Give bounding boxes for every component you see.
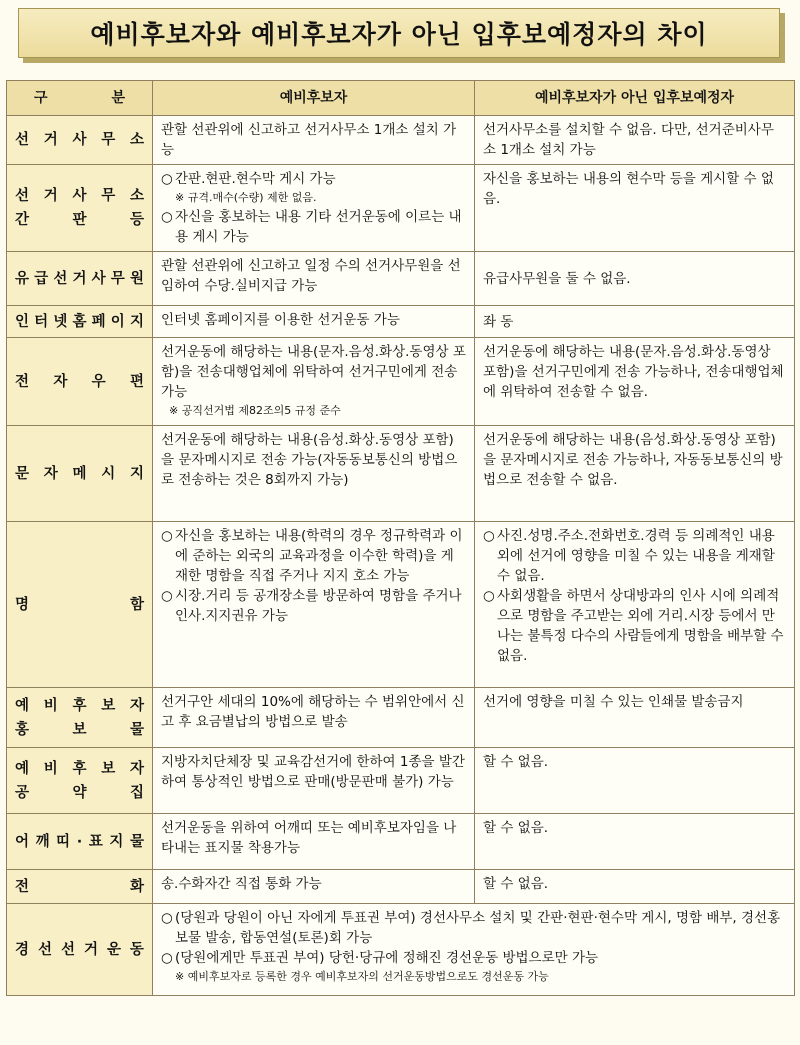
cell-text: 선거운동에 해당하는 내용(음성.화상.동영상 포함)을 문자메시지로 전송 가능(자동동보통신의 방법으로 전송하는 것은 8회까지 가능) bbox=[161, 432, 458, 488]
cell-text: 선거구안 세대의 10%에 해당하는 수 범위안에서 신고 후 요금별납의 방법으로 발송 bbox=[161, 694, 465, 730]
table-row-merged bbox=[7, 904, 795, 996]
category-char: 메 bbox=[72, 465, 87, 482]
bullet-item bbox=[161, 948, 786, 968]
row-candidate-cell bbox=[153, 814, 475, 870]
category-line bbox=[15, 938, 144, 962]
table-row bbox=[7, 870, 795, 904]
bullet-mark: ○ bbox=[161, 910, 173, 926]
bullet-text: 사진.성명.주소.전화번호.경력 등 의례적인 내용 외에 선거에 영향을 미칠 수 있는 내용을 게재할 수 없음. bbox=[497, 528, 775, 584]
category-char: 선 bbox=[15, 132, 30, 148]
bullet-item bbox=[161, 908, 786, 948]
bullet-text: 시장.거리 등 공개장소를 방문하여 명함을 주거나 인사.지지권유 가능 bbox=[175, 588, 462, 624]
category-char: 보 bbox=[101, 697, 116, 714]
bullet-mark: ○ bbox=[161, 209, 173, 225]
category-char: 지 bbox=[109, 833, 124, 850]
row-category bbox=[7, 306, 153, 338]
category-char: 급 bbox=[34, 270, 49, 287]
category-line bbox=[15, 370, 144, 394]
category-char: 집 bbox=[129, 784, 144, 801]
category-line bbox=[15, 718, 144, 742]
row-category bbox=[7, 116, 153, 165]
category-line bbox=[15, 694, 144, 718]
category-char: 지 bbox=[129, 465, 144, 482]
row-candidate-cell bbox=[153, 748, 475, 814]
table-row bbox=[7, 748, 795, 814]
row-candidate-cell bbox=[153, 165, 475, 252]
category-char: 편 bbox=[129, 373, 144, 390]
category-char: 비 bbox=[43, 760, 58, 777]
category-line bbox=[15, 208, 144, 232]
category-char: 경 bbox=[15, 941, 30, 958]
category-line bbox=[15, 128, 144, 152]
cell-text: 송.수화자간 직접 통화 가능 bbox=[161, 876, 322, 892]
category-char: 전 bbox=[15, 878, 30, 895]
cell-text: 지방자치단체장 및 교육감선거에 한하여 1종을 발간하여 통상적인 방법으로 판매(방문판매 불가) 가능 bbox=[161, 754, 465, 790]
category-char: 무 bbox=[101, 188, 116, 204]
title-banner bbox=[18, 8, 780, 58]
row-non-candidate-cell bbox=[475, 116, 795, 165]
cell-text: 유급사무원을 둘 수 없음. bbox=[483, 270, 631, 287]
row-non-candidate-cell bbox=[475, 252, 795, 306]
row-non-candidate-cell bbox=[475, 814, 795, 870]
row-category bbox=[7, 338, 153, 426]
row-non-candidate-cell bbox=[475, 870, 795, 904]
category-char: 거 bbox=[43, 132, 58, 148]
bullet-mark: ○ bbox=[161, 588, 173, 604]
category-char: 보 bbox=[101, 760, 116, 777]
category-char: 명 bbox=[15, 596, 30, 613]
bullet-item bbox=[161, 526, 466, 586]
comparison-table bbox=[6, 80, 795, 996]
bullet-item bbox=[161, 207, 466, 247]
cell-text: 인터넷 홈페이지를 이용한 선거운동 가능 bbox=[161, 312, 400, 328]
category-char: 거 bbox=[72, 270, 87, 287]
category-char: 어 bbox=[15, 833, 30, 850]
category-char: 시 bbox=[101, 465, 116, 482]
row-non-candidate-cell bbox=[475, 165, 795, 252]
category-line bbox=[15, 184, 144, 208]
category-char: 자 bbox=[129, 697, 144, 714]
category-char: 거 bbox=[43, 188, 58, 204]
category-char: 동 bbox=[129, 941, 144, 958]
page-title: 예비후보자와 예비후보자가 아닌 입후보예정자의 차이 bbox=[18, 8, 780, 58]
header-non-candidate: 예비후보자가 아닌 입후보예정자 bbox=[475, 81, 795, 116]
row-non-candidate-cell bbox=[475, 306, 795, 338]
row-category bbox=[7, 426, 153, 522]
row-non-candidate-cell bbox=[475, 338, 795, 426]
category-char: 운 bbox=[106, 941, 121, 958]
table-row bbox=[7, 252, 795, 306]
header-row bbox=[7, 81, 795, 116]
row-non-candidate-cell bbox=[475, 688, 795, 748]
category-line bbox=[15, 781, 144, 805]
category-char: 문 bbox=[15, 465, 30, 482]
category-char: 거 bbox=[83, 941, 98, 958]
category-char: 자 bbox=[129, 760, 144, 777]
category-line bbox=[15, 757, 144, 781]
table-body bbox=[7, 116, 795, 996]
bullet-text: 간판.현판.현수막 게시 가능 bbox=[175, 171, 336, 187]
category-char: 깨 bbox=[35, 833, 50, 850]
category-line bbox=[15, 267, 144, 291]
category-char: 약 bbox=[72, 784, 87, 801]
category-char: 홍 bbox=[15, 721, 30, 738]
row-candidate-cell bbox=[153, 252, 475, 306]
bullet-text: (당원에게만 투표권 부여) 당헌·당규에 정해진 경선운동 방법으로만 가능 bbox=[175, 950, 599, 966]
row-category bbox=[7, 814, 153, 870]
header-candidate: 예비후보자 bbox=[153, 81, 475, 116]
cell-text: 자신을 홍보하는 내용의 현수막 등을 게시할 수 없음. bbox=[483, 171, 774, 207]
row-category bbox=[7, 870, 153, 904]
cell-text: 할 수 없음. bbox=[483, 820, 549, 836]
bullet-text: 사회생활을 하면서 상대방과의 인사 시에 의례적으로 명함을 주고받는 외에 거리.시장 등에서 만나는 불특정 다수의 사람들에게 명함을 배부할 수 없음. bbox=[497, 588, 784, 664]
category-char: 소 bbox=[129, 188, 144, 204]
category-char: 넷 bbox=[53, 313, 68, 330]
row-non-candidate-cell bbox=[475, 426, 795, 522]
category-char: 이 bbox=[110, 313, 125, 330]
table-row bbox=[7, 116, 795, 165]
bullet-item bbox=[161, 169, 466, 189]
bullet-item bbox=[161, 586, 466, 626]
category-char: 선 bbox=[53, 270, 68, 287]
category-char: 유 bbox=[15, 270, 30, 287]
table-row bbox=[7, 688, 795, 748]
category-line bbox=[15, 830, 144, 854]
table-row bbox=[7, 814, 795, 870]
row-candidate-cell bbox=[153, 688, 475, 748]
row-category bbox=[7, 165, 153, 252]
category-char: 자 bbox=[43, 465, 58, 482]
category-char: 후 bbox=[72, 697, 87, 714]
cell-text: 선거사무소를 설치할 수 없음. 다만, 선거준비사무소 1개소 설치 가능 bbox=[483, 122, 774, 158]
cell-text: 할 수 없음. bbox=[483, 876, 549, 892]
cell-text: 좌 동 bbox=[483, 313, 514, 330]
header-category-char: 구 bbox=[34, 90, 48, 106]
category-line bbox=[15, 462, 144, 486]
cell-text: 선거운동에 해당하는 내용(음성.화상.동영상 포함)을 문자메시지로 전송 가능하나, 자동동보통신의 방법으로 전송할 수 없음. bbox=[483, 432, 783, 488]
category-char: 표 bbox=[88, 833, 103, 850]
row-category bbox=[7, 688, 153, 748]
category-char: 사 bbox=[91, 270, 106, 287]
table-row bbox=[7, 522, 795, 688]
row-category bbox=[7, 904, 153, 996]
category-char: 우 bbox=[91, 373, 106, 390]
category-char: 전 bbox=[15, 373, 30, 390]
merged-content-cell bbox=[153, 904, 795, 996]
cell-text: 관할 선관위에 신고하고 선거사무소 1개소 설치 가능 bbox=[161, 122, 457, 158]
category-char: 화 bbox=[129, 878, 144, 895]
category-char: 자 bbox=[53, 373, 68, 390]
cell-text: 선거에 영향을 미칠 수 있는 인쇄물 발송금지 bbox=[483, 694, 744, 710]
header-category bbox=[7, 81, 153, 116]
category-char: 보 bbox=[72, 721, 87, 738]
category-char: · bbox=[76, 833, 83, 850]
category-char: 지 bbox=[129, 313, 144, 330]
header-category-char: 분 bbox=[111, 90, 125, 106]
category-char: 소 bbox=[129, 132, 144, 148]
bullet-item bbox=[483, 586, 786, 666]
category-char: 물 bbox=[129, 721, 144, 738]
cell-note: ※ 규격.매수(수량) 제한 없음. bbox=[175, 191, 317, 204]
row-candidate-cell bbox=[153, 870, 475, 904]
cell-text: 할 수 없음. bbox=[483, 754, 549, 770]
row-category bbox=[7, 252, 153, 306]
row-category bbox=[7, 522, 153, 688]
category-char: 등 bbox=[129, 212, 144, 228]
category-char: 물 bbox=[129, 833, 144, 850]
category-char: 인 bbox=[15, 313, 30, 330]
category-char: 간 bbox=[15, 212, 30, 228]
row-category bbox=[7, 748, 153, 814]
bullet-item bbox=[483, 526, 786, 586]
category-char: 띠 bbox=[56, 833, 71, 850]
category-line bbox=[15, 310, 144, 334]
category-char: 무 bbox=[101, 132, 116, 148]
row-candidate-cell bbox=[153, 306, 475, 338]
category-char: 비 bbox=[43, 697, 58, 714]
row-non-candidate-cell bbox=[475, 748, 795, 814]
bullet-mark: ○ bbox=[161, 950, 173, 966]
category-char: 예 bbox=[15, 760, 30, 777]
category-char: 원 bbox=[129, 270, 144, 287]
bullet-text: 자신을 홍보하는 내용 기타 선거운동에 이르는 내용 게시 가능 bbox=[175, 209, 462, 245]
category-char: 함 bbox=[129, 596, 144, 613]
row-candidate-cell bbox=[153, 522, 475, 688]
category-char: 페 bbox=[91, 313, 106, 330]
category-char: 공 bbox=[15, 784, 30, 801]
cell-text: 선거운동을 위하여 어깨띠 또는 예비후보자임을 나타내는 표지물 착용가능 bbox=[161, 820, 457, 856]
cell-text: 관할 선관위에 신고하고 일정 수의 선거사무원을 선임하여 수당.실비지급 가능 bbox=[161, 258, 461, 294]
cell-note: ※ 예비후보자로 등록한 경우 예비후보자의 선거운동방법으로도 경선운동 가능 bbox=[175, 970, 549, 983]
category-char: 무 bbox=[110, 270, 125, 287]
table-row bbox=[7, 426, 795, 522]
table-row bbox=[7, 338, 795, 426]
row-non-candidate-cell bbox=[475, 522, 795, 688]
category-char: 선 bbox=[37, 941, 52, 958]
category-line bbox=[15, 875, 144, 899]
cell-text: 선거운동에 해당하는 내용(문자.음성.화상.동영상 포함)을 선거구민에게 전송 가능하나, 전송대행업체에 위탁하여 전송할 수 없음. bbox=[483, 344, 784, 400]
category-line bbox=[15, 593, 144, 617]
cell-text: 선거운동에 해당하는 내용(문자.음성.화상.동영상 포함)을 전송대행업체에 위탁하여 선거구민에게 전송 가능 bbox=[161, 344, 466, 400]
bullet-text: (당원과 당원이 아닌 자에게 투표권 부여) 경선사무소 설치 및 간판·현판·현수막 게시, 명함 배부, 경선홍보물 발송, 합동연설(토론)회 가능 bbox=[175, 910, 781, 946]
category-char: 사 bbox=[72, 132, 87, 148]
category-char: 홈 bbox=[72, 313, 87, 330]
bullet-text: 자신을 홍보하는 내용(학력의 경우 정규학력과 이에 준하는 외국의 교육과정을 이수한 학력)을 게재한 명함을 직접 주거나 지지 호소 가능 bbox=[175, 528, 463, 584]
cell-note: ※ 공직선거법 제82조의5 규정 준수 bbox=[169, 404, 341, 417]
bullet-mark: ○ bbox=[161, 528, 173, 544]
bullet-mark: ○ bbox=[483, 528, 495, 544]
table-row bbox=[7, 165, 795, 252]
row-candidate-cell bbox=[153, 338, 475, 426]
row-candidate-cell bbox=[153, 116, 475, 165]
category-char: 선 bbox=[15, 188, 30, 204]
category-char: 판 bbox=[72, 212, 87, 228]
category-char: 예 bbox=[15, 697, 30, 714]
category-char: 터 bbox=[34, 313, 49, 330]
bullet-mark: ○ bbox=[483, 588, 495, 604]
table-row bbox=[7, 306, 795, 338]
row-candidate-cell bbox=[153, 426, 475, 522]
category-char: 사 bbox=[72, 188, 87, 204]
category-char: 후 bbox=[72, 760, 87, 777]
bullet-mark: ○ bbox=[161, 171, 173, 187]
category-char: 선 bbox=[60, 941, 75, 958]
